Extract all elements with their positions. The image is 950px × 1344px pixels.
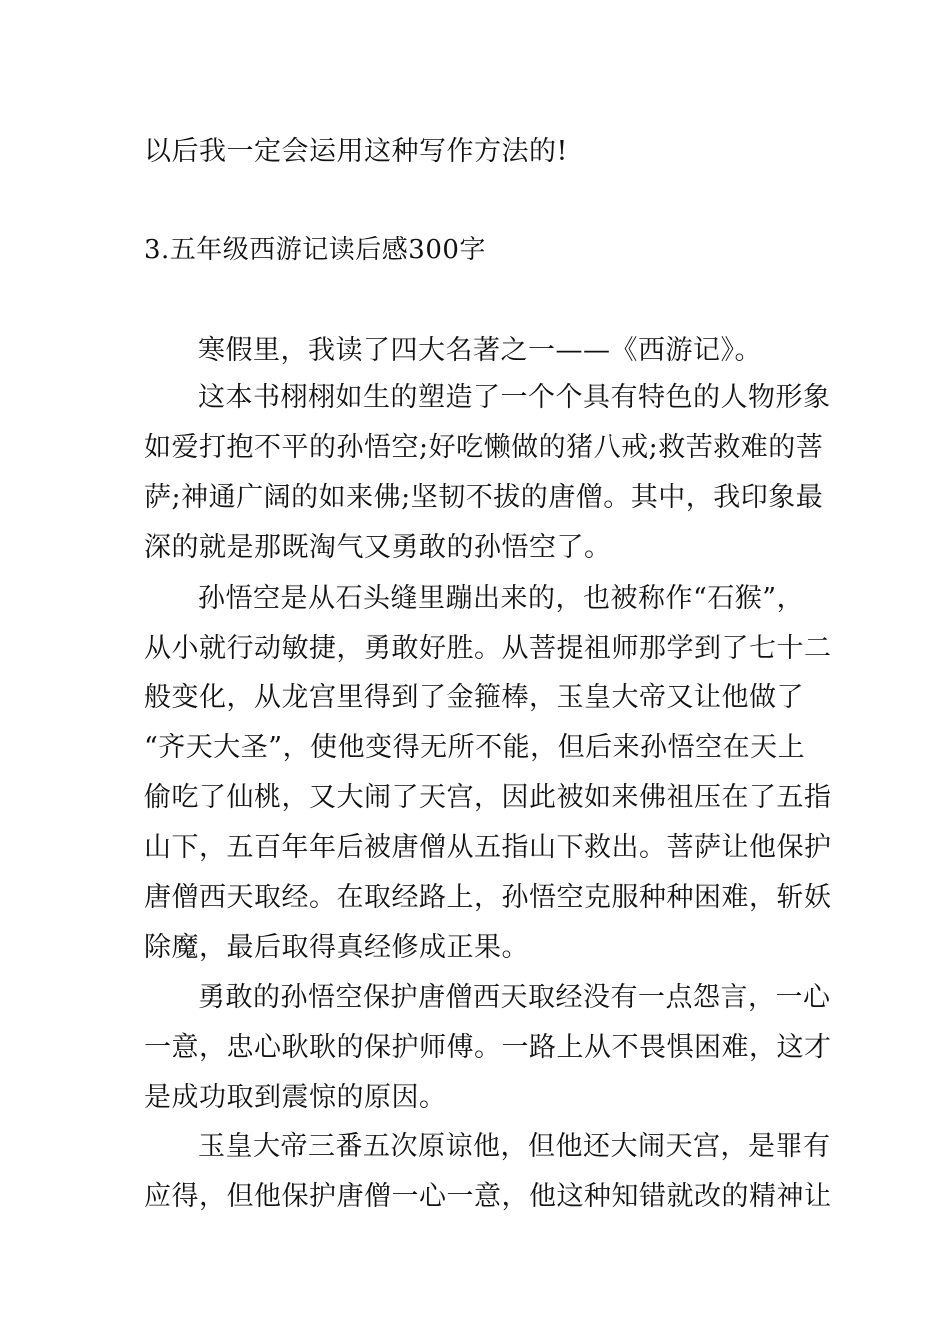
closing-line: 以后我一定会运用这种写作方法的! xyxy=(144,136,568,167)
paragraph-3-line-1: 孙悟空是从石头缝里蹦出来的，也被称作“石猴”， xyxy=(198,583,805,614)
paragraph-3-line-6: 山下，五百年年后被唐僧从五指山下救出。菩萨让他保护 xyxy=(144,832,832,863)
paragraph-3-line-3: 般变化，从龙宫里得到了金箍棒，玉皇大帝又让他做了 xyxy=(144,682,804,713)
paragraph-3-line-2: 从小就行动敏捷，勇敢好胜。从菩提祖师那学到了七十二 xyxy=(144,633,832,664)
paragraph-5-line-1: 玉皇大帝三番五次原谅他，但他还大闹天宫，是罪有 xyxy=(198,1131,831,1162)
paragraph-2-line-2: 如爱打抱不平的孙悟空;好吃懒做的猪八戒;救苦救难的菩 xyxy=(144,432,824,463)
paragraph-5-line-2: 应得，但他保护唐僧一心一意，他这种知错就改的精神让 xyxy=(144,1181,832,1212)
paragraph-4-line-3: 是成功取到震惊的原因。 xyxy=(144,1082,447,1113)
paragraph-3-line-8: 除魔，最后取得真经修成正果。 xyxy=(144,932,529,963)
paragraph-3-line-4: “齐天大圣”，使他变得无所不能，但后来孙悟空在天上 xyxy=(144,732,806,763)
section-heading: 3.五年级西游记读后感300字 xyxy=(144,235,486,265)
paragraph-1-line-1: 寒假里，我读了四大名著之一——《西游记》。 xyxy=(198,335,762,366)
paragraph-4-line-2: 一意，忠心耿耿的保护师傅。一路上从不畏惧困难，这才 xyxy=(144,1032,832,1063)
paragraph-2-line-3: 萨;神通广阔的如来佛;坚韧不拔的唐僧。其中，我印象最 xyxy=(144,482,824,513)
paragraph-4-line-1: 勇敢的孙悟空保护唐僧西天取经没有一点怨言，一心 xyxy=(198,982,831,1013)
paragraph-2-line-4: 深的就是那既淘气又勇敢的孙悟空了。 xyxy=(144,532,612,563)
paragraph-3-line-5: 偷吃了仙桃，又大闹了天宫，因此被如来佛祖压在了五指 xyxy=(144,782,832,813)
paragraph-2-line-1: 这本书栩栩如生的塑造了一个个具有特色的人物形象 xyxy=(198,382,831,413)
paragraph-3-line-7: 唐僧西天取经。在取经路上，孙悟空克服种种困难，斩妖 xyxy=(144,882,832,913)
